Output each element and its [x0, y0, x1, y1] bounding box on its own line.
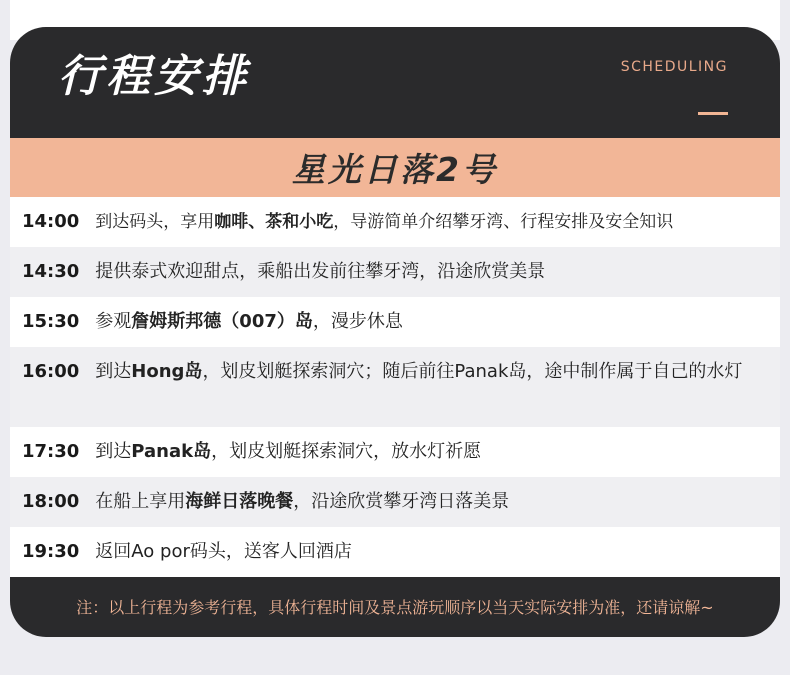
card-header	[10, 27, 780, 138]
schedule-row	[10, 347, 780, 427]
highlight-text: 詹姆斯邦德（007）岛	[131, 311, 313, 332]
schedule-description: 到达码头，享用咖啡、茶和小吃，导游简单介绍攀牙湾、行程安排及安全知识	[95, 212, 674, 232]
schedule-card	[10, 27, 780, 637]
section-title: 行程安排	[58, 51, 250, 102]
schedule-time: 19:30	[22, 541, 80, 562]
highlight-text: Hong岛	[131, 361, 203, 382]
schedule-row	[10, 197, 780, 247]
schedule-time: 18:00	[22, 491, 80, 512]
highlight-text: 海鲜日落晚餐	[185, 491, 294, 512]
schedule-row	[10, 477, 780, 527]
schedule-time: 14:30	[22, 261, 80, 282]
schedule-description: 提供泰式欢迎甜点，乘船出发前往攀牙湾，沿途欣赏美景	[95, 261, 546, 282]
schedule-description: 到达Hong岛，划皮划艇探索洞穴；随后前往Panak岛，途中制作属于自己的水灯	[95, 361, 743, 382]
accent-line	[698, 112, 728, 115]
footnote	[10, 577, 780, 635]
schedule-row	[10, 527, 780, 577]
schedule-description: 在船上享用海鲜日落晚餐，沿途欣赏攀牙湾日落美景	[95, 491, 510, 512]
schedule-row	[10, 427, 780, 477]
tour-name: 星光日落2号	[292, 150, 498, 189]
section-subtitle: SCHEDULING	[620, 59, 728, 75]
schedule-time: 17:30	[22, 441, 80, 462]
highlight-text: 咖啡、茶和小吃	[214, 212, 334, 232]
schedule-description: 返回Ao por码头，送客人回酒店	[95, 541, 352, 562]
schedule-time: 14:00	[22, 211, 80, 232]
schedule-row	[10, 247, 780, 297]
tour-banner	[10, 138, 780, 197]
schedule-row	[10, 297, 780, 347]
footnote-text: 注：以上行程为参考行程，具体行程时间及景点游玩顺序以当天实际安排为准，还请谅解~	[76, 597, 714, 617]
schedule-description: 到达Panak岛，划皮划艇探索洞穴，放水灯祈愿	[95, 441, 482, 462]
schedule-time: 16:00	[22, 361, 80, 382]
schedule-description: 参观詹姆斯邦德（007）岛，漫步休息	[95, 311, 403, 332]
schedule-time: 15:30	[22, 311, 80, 332]
highlight-text: Panak岛	[131, 441, 212, 462]
